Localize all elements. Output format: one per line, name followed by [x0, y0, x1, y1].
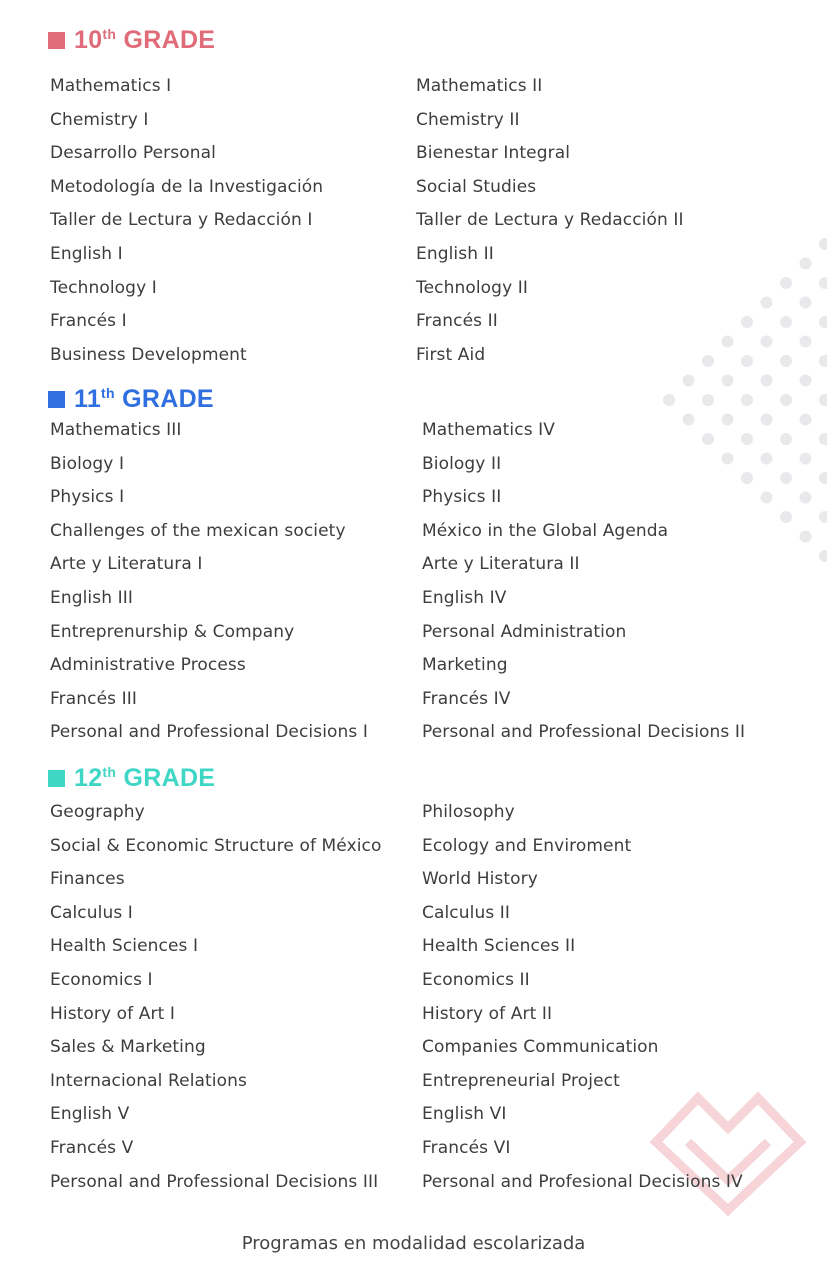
- pattern-dot: [800, 375, 812, 387]
- pattern-dot: [800, 492, 812, 504]
- subject-item: Calculus I: [50, 902, 133, 923]
- pattern-dot: [761, 492, 773, 504]
- subject-item: Physics I: [50, 487, 125, 508]
- subject-item: Calculus II: [422, 902, 511, 923]
- pattern-dot: [761, 297, 773, 309]
- pattern-dot: [819, 316, 827, 328]
- subject-item: Finances: [50, 869, 125, 890]
- pattern-dot: [780, 355, 792, 367]
- pattern-dot: [702, 355, 714, 367]
- grade-11-heading: [48, 382, 214, 416]
- pattern-dot: [780, 277, 792, 289]
- grade-10-heading: [48, 23, 215, 57]
- subject-item: Francés V: [50, 1137, 134, 1158]
- grade-12-subjects-right: [422, 796, 743, 1199]
- subject-item: Challenges of the mexican society: [50, 520, 346, 541]
- subject-item: English V: [50, 1104, 130, 1125]
- subject-item: English IV: [422, 587, 507, 608]
- footer-caption: Programas en modalidad escolarizada: [241, 1233, 586, 1254]
- grade-12-subjects-left: [50, 796, 382, 1199]
- subject-item: Internacional Relations: [50, 1070, 247, 1091]
- subject-item: Health Sciences I: [50, 936, 199, 957]
- subject-item: Entreprenurship & Company: [50, 621, 295, 642]
- subject-item: Chemistry I: [50, 109, 149, 130]
- pattern-dot: [722, 336, 734, 348]
- subject-item: Mathematics III: [50, 420, 182, 440]
- subject-item: Taller de Lectura y Redacción I: [50, 210, 313, 231]
- pattern-dot: [800, 453, 812, 465]
- subject-item: Mathematics I: [50, 76, 172, 96]
- subject-item: Mathematics II: [416, 76, 543, 96]
- subject-item: Health Sciences II: [422, 936, 576, 957]
- subject-item: México in the Global Agenda: [422, 520, 669, 541]
- subject-item: English VI: [422, 1104, 507, 1125]
- pattern-dot: [819, 277, 827, 289]
- subject-item: Chemistry II: [416, 109, 520, 130]
- subject-item: Physics II: [422, 487, 502, 508]
- grade-10-marker: [48, 32, 65, 49]
- subject-item: Taller de Lectura y Redacción II: [416, 210, 684, 231]
- grade-11-marker: [48, 391, 65, 408]
- subject-item: Administrative Process: [50, 655, 246, 676]
- pattern-dot: [780, 394, 792, 406]
- subject-item: Personal and Professional Decisions III: [50, 1171, 379, 1192]
- pattern-dot: [780, 472, 792, 484]
- subject-item: Personal and Professional Decisions II: [422, 722, 746, 743]
- subject-item: Personal Administration: [422, 621, 627, 642]
- subject-item: History of Art II: [422, 1003, 553, 1024]
- subject-item: Personal and Professional Decisions I: [50, 722, 368, 743]
- pattern-dot: [819, 433, 827, 445]
- subject-item: Francés III: [50, 688, 137, 709]
- pattern-dot: [761, 336, 773, 348]
- pattern-dot: [800, 531, 812, 543]
- pattern-dot: [741, 316, 753, 328]
- subject-item: Francés I: [50, 311, 127, 332]
- subject-item: First Aid: [416, 344, 486, 365]
- pattern-dot: [800, 258, 812, 270]
- pattern-dot: [819, 394, 827, 406]
- grade-12-title: 12th GRADE: [74, 763, 216, 792]
- subject-item: Francés II: [416, 311, 498, 332]
- pattern-dot: [761, 453, 773, 465]
- subject-item: Economics I: [50, 969, 153, 990]
- subject-item: Desarrollo Personal: [50, 143, 216, 164]
- grade-10-title: 10th GRADE: [74, 25, 216, 54]
- pattern-dot: [800, 336, 812, 348]
- pattern-dot: [761, 375, 773, 387]
- subject-item: Marketing: [422, 655, 508, 676]
- grade-12-heading: [48, 761, 215, 795]
- subject-item: Arte y Literatura II: [422, 554, 580, 575]
- pattern-dot: [819, 355, 827, 367]
- subject-item: Economics II: [422, 969, 530, 990]
- subject-item: Geography: [50, 802, 145, 822]
- subject-item: World History: [422, 869, 538, 890]
- pattern-dot: [663, 394, 675, 406]
- subject-item: Technology II: [416, 277, 528, 298]
- subject-item: Entrepreneurial Project: [422, 1070, 620, 1091]
- pattern-dot: [741, 394, 753, 406]
- grade-12-marker: [48, 770, 65, 787]
- subject-item: Biology I: [50, 453, 125, 474]
- grade-11-title: 11th GRADE: [74, 384, 214, 413]
- subject-item: Arte y Literatura I: [50, 554, 203, 575]
- pattern-dot: [741, 355, 753, 367]
- subject-item: Social Studies: [416, 176, 537, 197]
- pattern-dot: [780, 316, 792, 328]
- subject-item: English I: [50, 243, 123, 264]
- subject-item: History of Art I: [50, 1003, 175, 1024]
- pattern-dot: [800, 414, 812, 426]
- subject-item: Bienestar Integral: [416, 143, 571, 164]
- grade-10-subjects-right: [416, 70, 684, 372]
- pattern-dot: [800, 297, 812, 309]
- subject-item: Metodología de la Investigación: [50, 176, 324, 197]
- grade-11-subjects-right: [422, 414, 745, 750]
- pattern-dot: [780, 511, 792, 523]
- subject-item: Philosophy: [422, 802, 515, 822]
- subject-item: Biology II: [422, 453, 502, 474]
- subject-item: Personal and Profesional Decisions IV: [422, 1171, 743, 1192]
- subject-item: English II: [416, 243, 494, 264]
- pattern-dot: [761, 414, 773, 426]
- subject-item: Technology I: [50, 277, 157, 298]
- pattern-dot: [722, 375, 734, 387]
- grade-11-subjects-left: [50, 414, 368, 750]
- pattern-dot: [702, 394, 714, 406]
- grade-10-subjects-left: [50, 70, 323, 372]
- subject-item: English III: [50, 587, 133, 608]
- subject-item: Francés IV: [422, 688, 511, 709]
- subject-item: Sales & Marketing: [50, 1037, 206, 1058]
- pattern-dot: [819, 550, 827, 562]
- pattern-dot: [683, 375, 695, 387]
- pattern-dot: [819, 238, 827, 250]
- pattern-dot: [819, 511, 827, 523]
- subject-item: Mathematics IV: [422, 420, 556, 440]
- subject-item: Companies Communication: [422, 1037, 659, 1058]
- pattern-dot: [819, 472, 827, 484]
- subject-item: Ecology and Enviroment: [422, 835, 632, 856]
- subject-item: Business Development: [50, 344, 247, 365]
- subject-item: Social & Economic Structure of México: [50, 835, 382, 856]
- pattern-dot: [780, 433, 792, 445]
- subject-item: Francés VI: [422, 1137, 511, 1158]
